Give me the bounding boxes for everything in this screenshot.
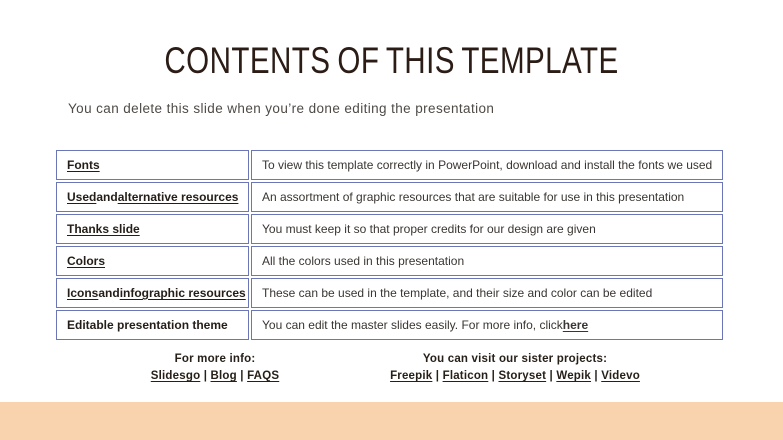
description-cell (251, 278, 723, 308)
cell-text: Editable presentation theme (67, 318, 228, 332)
inline-link[interactable]: Thanks slide (67, 222, 140, 236)
slide-subtitle: You can delete this slide when you’re done editing the presentation (68, 101, 495, 116)
description-cell (251, 246, 723, 276)
term-cell (56, 150, 249, 180)
contents-table (56, 150, 723, 342)
footer-info-heading: For more info: (174, 353, 256, 365)
inline-link[interactable]: Colors (67, 254, 106, 268)
description-cell (251, 310, 723, 340)
cell-text: and (96, 190, 118, 204)
footer-link[interactable]: Freepik (390, 370, 433, 382)
link-separator: | (200, 370, 211, 382)
term-cell (56, 214, 249, 244)
footer-projects-links (380, 368, 650, 385)
footer-link[interactable]: FAQS (247, 370, 280, 382)
accent-bar (0, 402, 783, 440)
table-row (56, 278, 723, 308)
description-cell (251, 214, 723, 244)
table-row (56, 150, 723, 180)
cell-text: You can edit the master slides easily. For more info, click (262, 318, 563, 332)
link-separator: | (488, 370, 499, 382)
term-cell (56, 278, 249, 308)
inline-link[interactable]: infographic resources (119, 286, 246, 300)
inline-link[interactable]: alternative resources (117, 190, 239, 204)
slide-title: CONTENTS OF THIS TEMPLATE (164, 40, 619, 81)
footer-link[interactable]: Blog (210, 370, 237, 382)
footer-link[interactable]: Videvo (601, 370, 640, 382)
cell-text: To view this template correctly in PowerPoint, download and install the fonts we used (262, 158, 713, 172)
footer-link[interactable]: Storyset (498, 370, 547, 382)
inline-link[interactable]: Icons (67, 286, 99, 300)
description-cell (251, 150, 723, 180)
cell-text: and (98, 286, 120, 300)
footer-projects-heading: You can visit our sister projects: (422, 353, 608, 365)
footer-link[interactable]: Slidesgo (150, 370, 201, 382)
inline-link[interactable]: Used (67, 190, 97, 204)
footer-projects-block (380, 351, 650, 385)
inline-link[interactable]: here (562, 318, 589, 332)
term-cell (56, 182, 249, 212)
term-cell (56, 246, 249, 276)
table-row (56, 214, 723, 244)
footer-info-links (115, 368, 315, 385)
cell-text: All the colors used in this presentation (262, 254, 465, 268)
footer-link[interactable]: Flaticon (442, 370, 489, 382)
link-separator: | (432, 370, 443, 382)
link-separator: | (591, 370, 602, 382)
link-separator: | (546, 370, 557, 382)
cell-text: These can be used in the template, and their size and color can be edited (262, 286, 653, 300)
inline-link[interactable]: Fonts (67, 158, 100, 172)
description-cell (251, 182, 723, 212)
footer-link[interactable]: Wepik (556, 370, 592, 382)
table-row (56, 182, 723, 212)
table-row (56, 310, 723, 340)
table-row (56, 246, 723, 276)
footer-info-block (115, 351, 315, 385)
term-cell (56, 310, 249, 340)
cell-text: You must keep it so that proper credits for our design are given (262, 222, 596, 236)
cell-text: An assortment of graphic resources that are suitable for use in this presentation (262, 190, 685, 204)
link-separator: | (236, 370, 248, 382)
